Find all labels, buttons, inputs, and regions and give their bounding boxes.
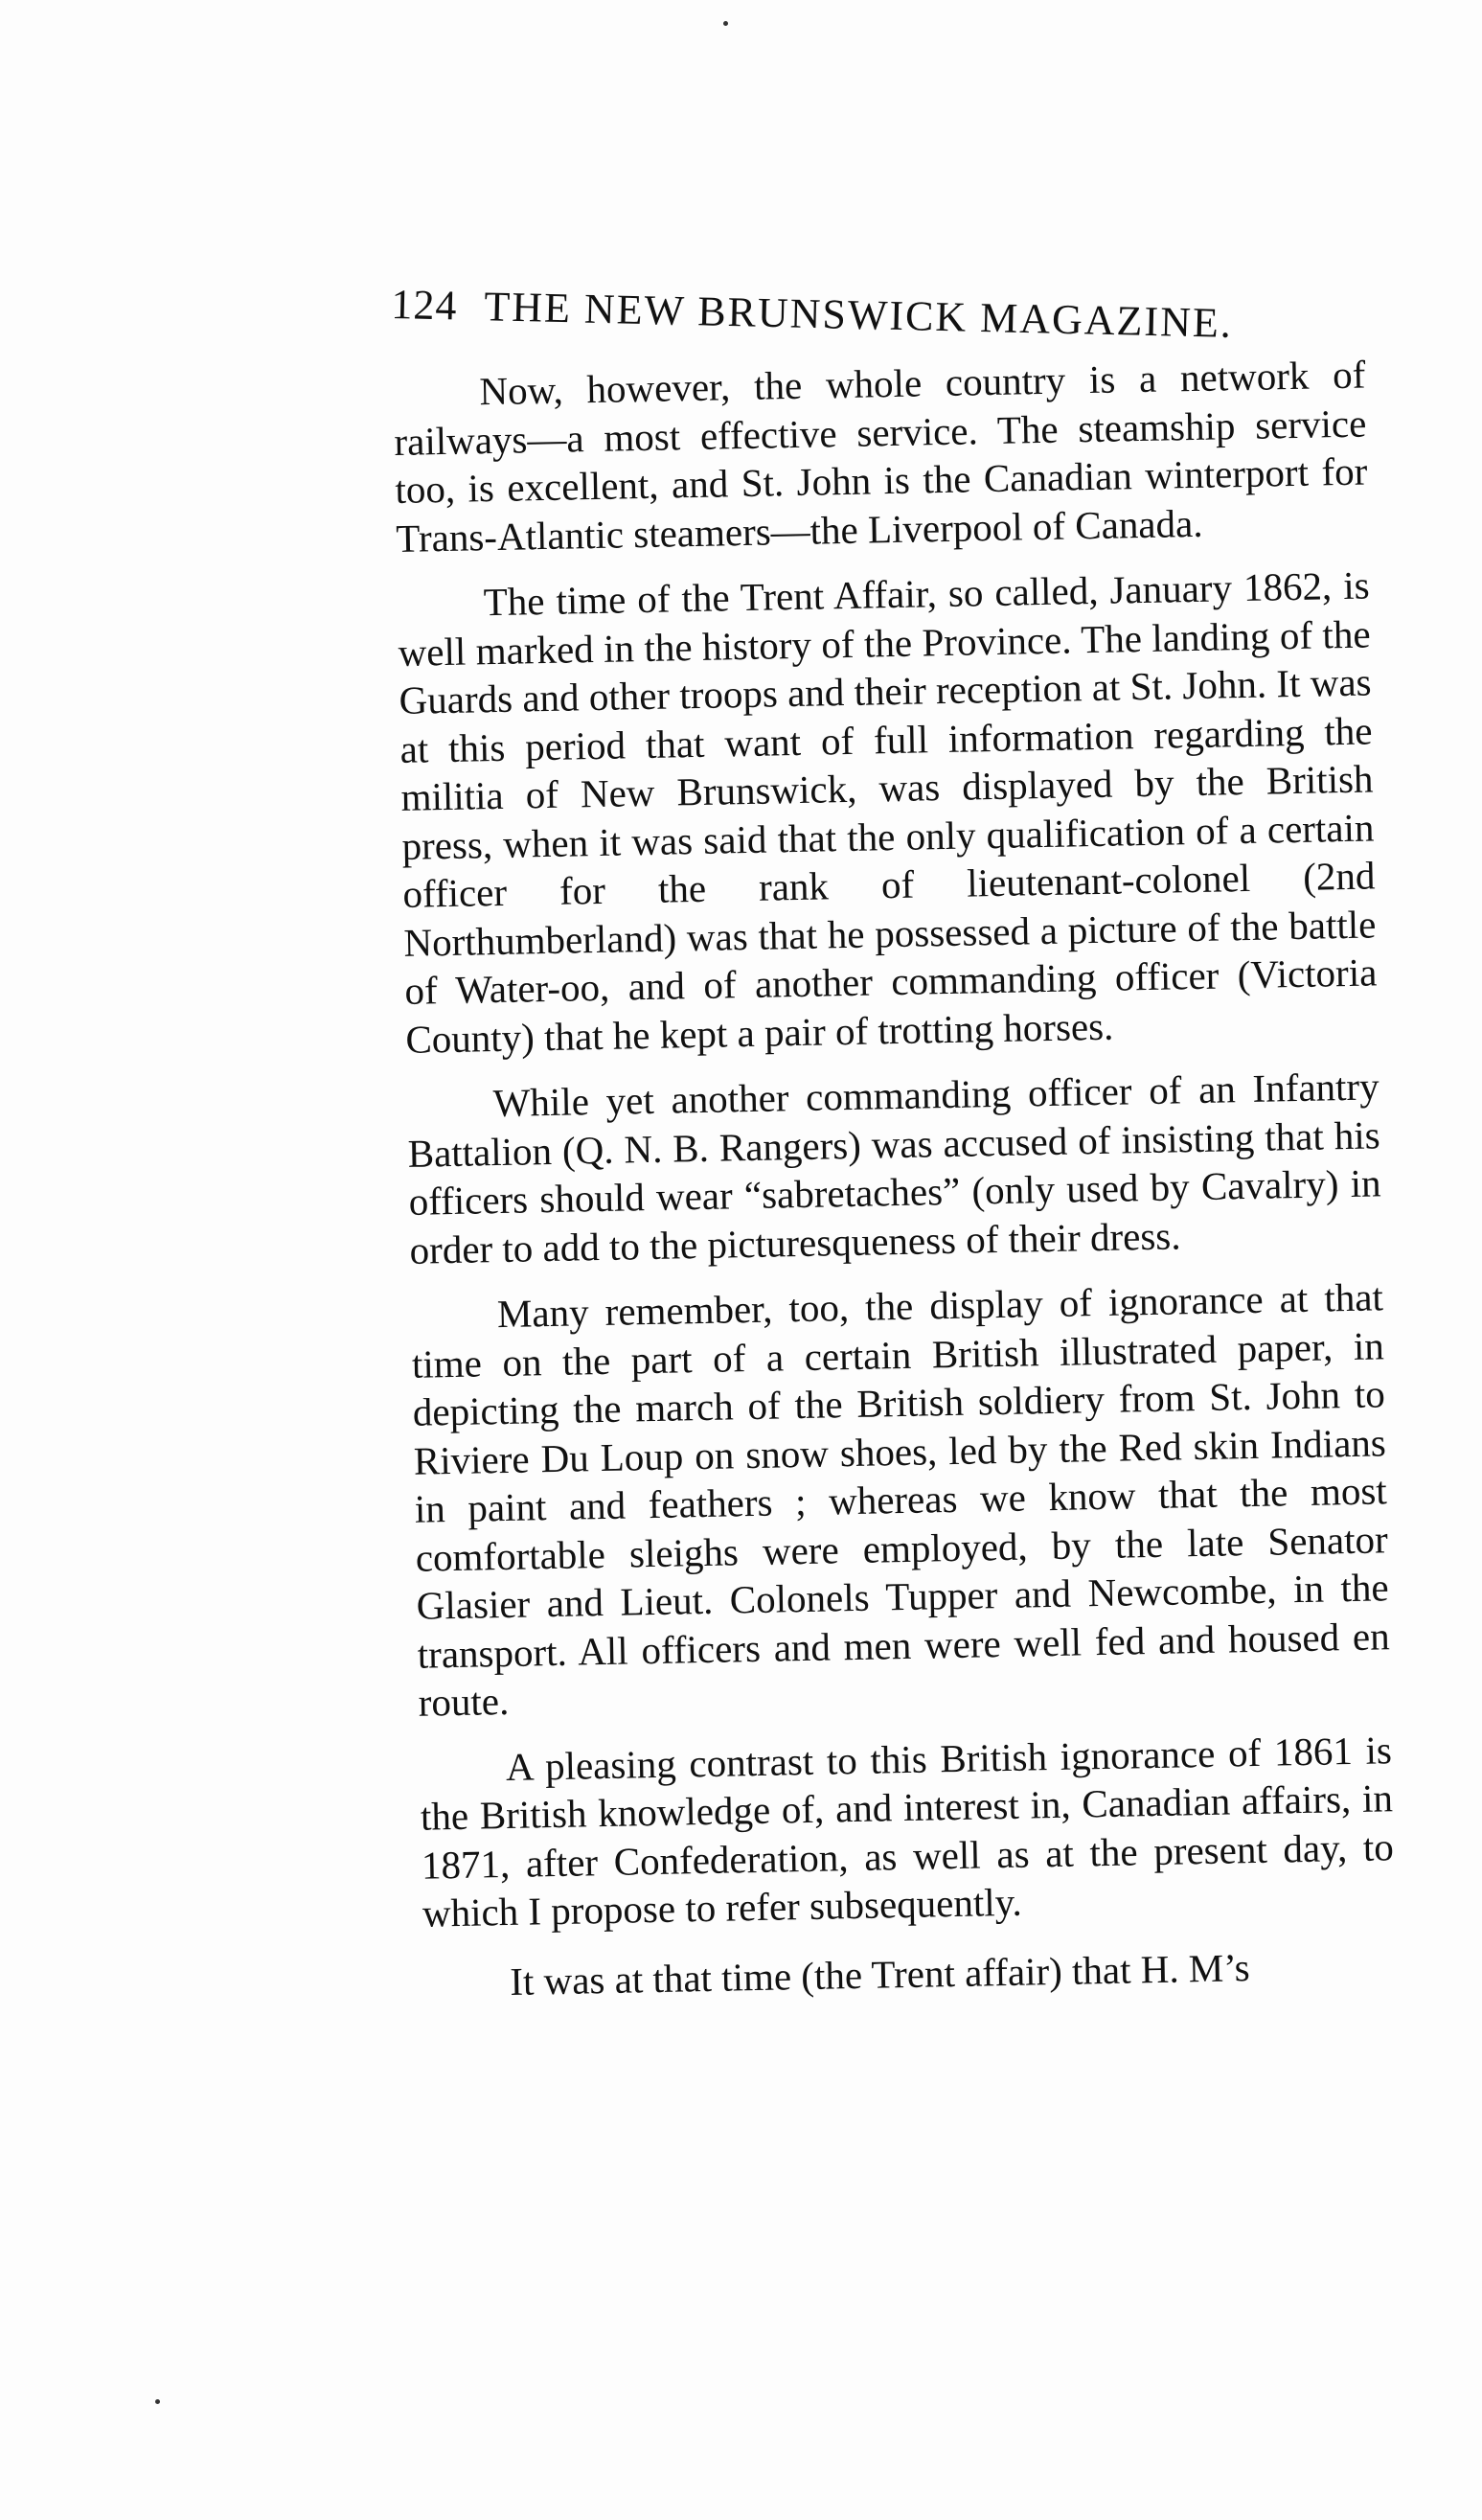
running-head: THE NEW BRUNSWICK MAGAZINE. [483,283,1234,347]
paragraph-4: Many remember, too, the display of ignorance at that time on the part of a certain British illustrated paper, in depicting the march of the British soldiery from St. John to Riviere Du Loup on snow shoes, led by the Red skin Indians in paint and feathers ; whereas we know that the most comfortable sleighs were employed, by the late Senator Glasier and Lieut. Colonels Tupper and Newcombe, in the transport. All officers and men were well fed and housed en route. [411,1274,1391,1725]
scan-speck [723,21,728,26]
paragraph-6: It was at that time (the Trent affair) that H. M’s [509,1944,1251,2004]
paragraph-3: While yet another commanding officer of an Infantry Battalion (Q. N. B. Rangers) was accused of insisting that his officers should wear “sabretaches” (only used by Cavalry) in order to add to the picturesqueness of their dress. [407,1064,1381,1272]
scan-speck [155,2399,160,2404]
body-text [393,351,1397,2025]
paragraph-2: The time of the Trent Affair, so called, January 1862, is well marked in the history of the Province. The landing of the Guards and other troops and their reception at St. John. It was at this period that want of full information regarding the militia of New Brunswick, was displayed by the British press, when it was said that the only qualification of a certain officer for the rank of lieutenant-colonel (2nd Northumberland) was that he possessed a picture of the battle of Water-oo, and of another commanding officer (Victoria County) that he kept a pair of trotting horses. [398,562,1378,1062]
paragraph-1: Now, however, the whole country is a network of railways—a most effective service. The steamship service too, is excellent, and St. John is the Canadian winterport for Trans-Atlantic steamers—the Liverpool of Canada. [394,352,1368,561]
page-number: 124 [390,281,458,330]
paragraph-5: A pleasing contrast to this British ignorance of 1861 is the British knowledge of, and interest in, Canadian affairs, in 1871, after Confederation, as well as at the present day, to which I propose to refer subsequently. [420,1727,1395,1936]
